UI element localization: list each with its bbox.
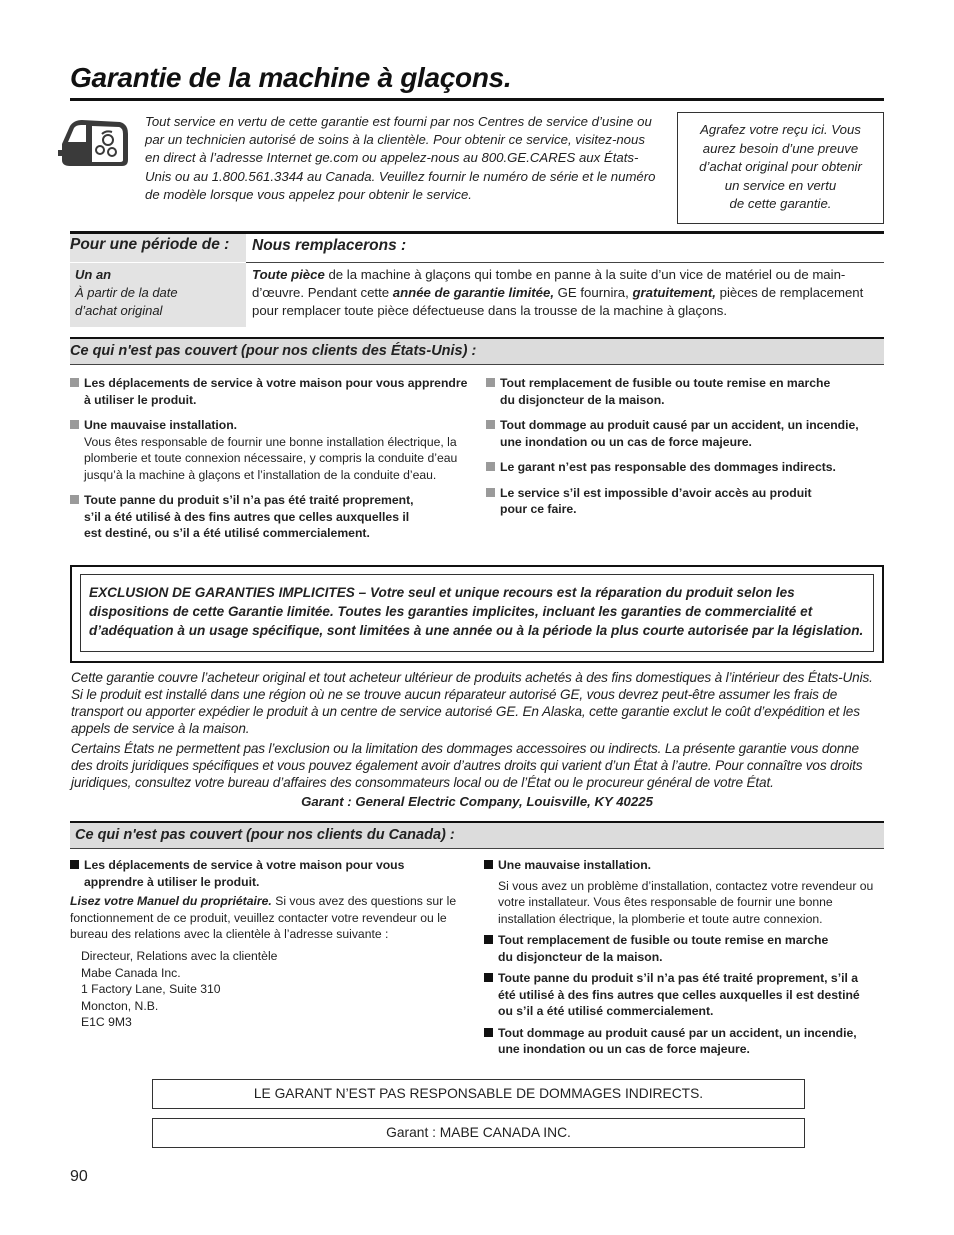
list-item: [484, 932, 874, 965]
list-item: [70, 492, 470, 542]
duration-label: Un an: [75, 267, 112, 282]
period-header-left: Pour une période de :: [70, 234, 246, 262]
address-line: 1 Factory Lane, Suite 310: [81, 982, 221, 996]
page-title: Garantie de la machine à glaçons.: [70, 62, 512, 93]
item-heading: Une mauvaise installation.: [84, 418, 238, 432]
manual-text: Si vous avez des questions sur le fonctionnement de ce produit, veuillez contacter votre revendeur ou le bureau des relations avec la clientèle à l’adresse suivante :: [70, 894, 457, 941]
customer-relations-address: [81, 948, 277, 1031]
receipt-line: d’achat original pour obtenir: [699, 159, 862, 175]
period-header-rule: [246, 262, 884, 263]
us-section-title: Ce qui n'est pas couvert (pour nos clients des États-Unis) :: [70, 337, 884, 365]
item-heading: Toute panne du produit s’il n’a pas été traité proprement, s’il a été utilisé à des fins autres que celles auxquelles il est destiné, ou s’il a été utilisé commercialement.: [84, 493, 414, 540]
canada-section-title: Ce qui n'est pas couvert (pour nos clients du Canada) :: [70, 821, 884, 849]
item-heading: Le garant n’est pas responsable des dommages indirects.: [500, 460, 836, 474]
warranty-duration: [70, 263, 246, 327]
square-bullet-icon: [70, 378, 79, 387]
item-heading: Tout dommage au produit causé par un accident, un incendie, une inondation ou un cas de force majeure.: [498, 1025, 857, 1056]
list-item: [70, 375, 470, 408]
square-bullet-icon: [70, 495, 79, 504]
coverage-bold: Toute pièce: [252, 267, 325, 282]
receipt-line: un service en vertu: [724, 177, 837, 193]
indirect-damages-box: LE GARANT N’EST PAS RESPONSABLE DE DOMMAGES INDIRECTS.: [152, 1079, 805, 1109]
address-line: Moncton, N.B.: [81, 998, 159, 1013]
us-right-list: [486, 375, 871, 527]
item-heading: Toute panne du produit s’il n’a pas été traité proprement, s’il a été utilisé à des fins autres que celles auxquelles il est destiné ou s’il a été utilisé commercialement.: [498, 971, 860, 1018]
duration-sub: d’achat original: [75, 303, 163, 319]
square-bullet-icon: [486, 462, 495, 471]
service-truck-icon: [56, 116, 132, 172]
coverage-paragraph: Cette garantie couvre l’acheteur original et tout acheteur ultérieur de produits achetés à des fins domestiques à l’intérieur des États-Unis. Si le produit est installé dans une région où ne se trouve aucun réparateur autorisé GE, vous devrez peut-être assumer les frais de transport ou apporter expédier le produit à un centre de service autorisé GE. En Alaska, cette garantie exclut le coût d’expédition et les appels de service à la maison.: [71, 670, 873, 736]
address-line: E1C 9M3: [81, 1015, 132, 1029]
list-item: [70, 417, 470, 483]
duration-sub: À partir de la date: [75, 285, 178, 301]
coverage-text: de la machine à glaçons qui tombe en panne à la suite d’un vice de matériel ou de main-d’œuvre. Pendant cette: [252, 267, 846, 301]
item-heading: Tout dommage au produit causé par un accident, un incendie, une inondation ou un cas de force majeure.: [500, 418, 859, 449]
item-heading: Tout remplacement de fusible ou toute remise en marche du disjoncteur de la maison.: [498, 933, 829, 964]
address-line: Mabe Canada Inc.: [81, 965, 181, 980]
list-item: [484, 970, 874, 1020]
intro-text: Tout service en vertu de cette garantie est fourni par nos Centres de service d’usine ou par un technicien autorisé de soins à la clientèle. Pour obtenir ce service, visitez-nous en direct à l’adresse Internet ge.com ou appelez-nous au 800.GE.CARES aux États-Unis ou au 1.800.561.3344 au Canada. Veuillez fournir le numéro de série et le numéro de modèle lorsque vous appelez pour obtenir le service.: [145, 114, 656, 202]
canada-right-list: [484, 857, 874, 1067]
item-detail: Si vous avez un problème d’installation, contactez votre revendeur ou votre installateur. Vous êtes responsable de fournir une bonne installation électrique, la plomberie et toute autre connexion.: [498, 878, 874, 926]
coverage-description: [252, 266, 882, 321]
receipt-line: aurez besoin d’une preuve: [702, 140, 859, 156]
coverage-bold: année de garantie limitée,: [392, 285, 554, 301]
square-bullet-icon: [484, 860, 493, 869]
states-paragraph: Certains États ne permettent pas l’exclusion ou la limitation des dommages accessoires ou indirects. La présente garantie vous donne des droits juridiques spécifiques et vous pouvez également avoir d’autres droits qui varient d’un État à l’autre. Pour connaître vos droits juridiques, consultez votre bureau d’affaires des consommateurs local ou de l’État ou le procureur général de votre État.: [71, 741, 863, 790]
coverage-text: pièces de remplacement pour remplacer toute pièce défectueuse dans la trousse de la machine à glaçons.: [252, 285, 864, 319]
owner-manual-note: [70, 893, 460, 943]
item-heading: Le service s’il est impossible d’avoir accès au produit pour ce faire.: [500, 485, 812, 516]
us-warrantor: Garant : General Electric Company, Louisville, KY 40225: [301, 794, 653, 809]
item-heading: Une mauvaise installation.: [498, 858, 652, 872]
square-bullet-icon: [70, 860, 79, 869]
coverage-bold: gratuitement,: [632, 285, 716, 301]
exclusion-text: EXCLUSION DE GARANTIES IMPLICITES – Votre seul et unique recours est la réparation du produit selon les dispositions de cette Garantie limitée. Toutes les garanties implicites, incluant les garanties de commercialité et d’adéquation à un usage spécifique, sont limitées à une année ou à la période la plus courte autorisée par la législation.: [80, 574, 874, 652]
item-detail: Vous êtes responsable de fournir une bonne installation électrique, la plomberie et toute connexion nécessaire, y compris la conduite d’eau jusqu’à la machine à glaçons et l’installation de la conduite d’eau.: [84, 434, 458, 482]
title-rule: [70, 98, 884, 101]
square-bullet-icon: [70, 420, 79, 429]
address-line: Directeur, Relations avec la clientèle: [81, 949, 278, 963]
list-item: [486, 459, 871, 476]
receipt-line: Agrafez votre reçu ici. Vous: [700, 122, 861, 137]
item-heading: Les déplacements de service à votre maison pour vous apprendre à utiliser le produit.: [84, 858, 405, 889]
item-heading: Tout remplacement de fusible ou toute remise en marche du disjoncteur de la maison.: [500, 376, 831, 407]
canada-warrantor-box: Garant : MABE CANADA INC.: [152, 1118, 805, 1148]
us-left-list: [70, 375, 470, 551]
square-bullet-icon: [484, 1028, 493, 1037]
square-bullet-icon: [486, 420, 495, 429]
list-item: [484, 1025, 874, 1058]
list-item: [484, 857, 874, 927]
item-heading: Les déplacements de service à votre maison pour vous apprendre à utiliser le produit.: [84, 376, 468, 407]
square-bullet-icon: [486, 378, 495, 387]
page-number: 90: [70, 1168, 88, 1185]
square-bullet-icon: [484, 935, 493, 944]
list-item: [70, 857, 430, 890]
manual-bold: Lisez votre Manuel du propriétaire.: [70, 894, 272, 908]
square-bullet-icon: [484, 973, 493, 982]
period-header-right: Nous remplacerons :: [252, 237, 407, 254]
receipt-line: de cette garantie.: [729, 196, 832, 212]
square-bullet-icon: [486, 488, 495, 497]
list-item: [486, 375, 871, 408]
list-item: [486, 417, 871, 450]
list-item: [486, 485, 871, 518]
receipt-box: [677, 112, 884, 224]
coverage-text: GE fournira,: [554, 285, 633, 301]
